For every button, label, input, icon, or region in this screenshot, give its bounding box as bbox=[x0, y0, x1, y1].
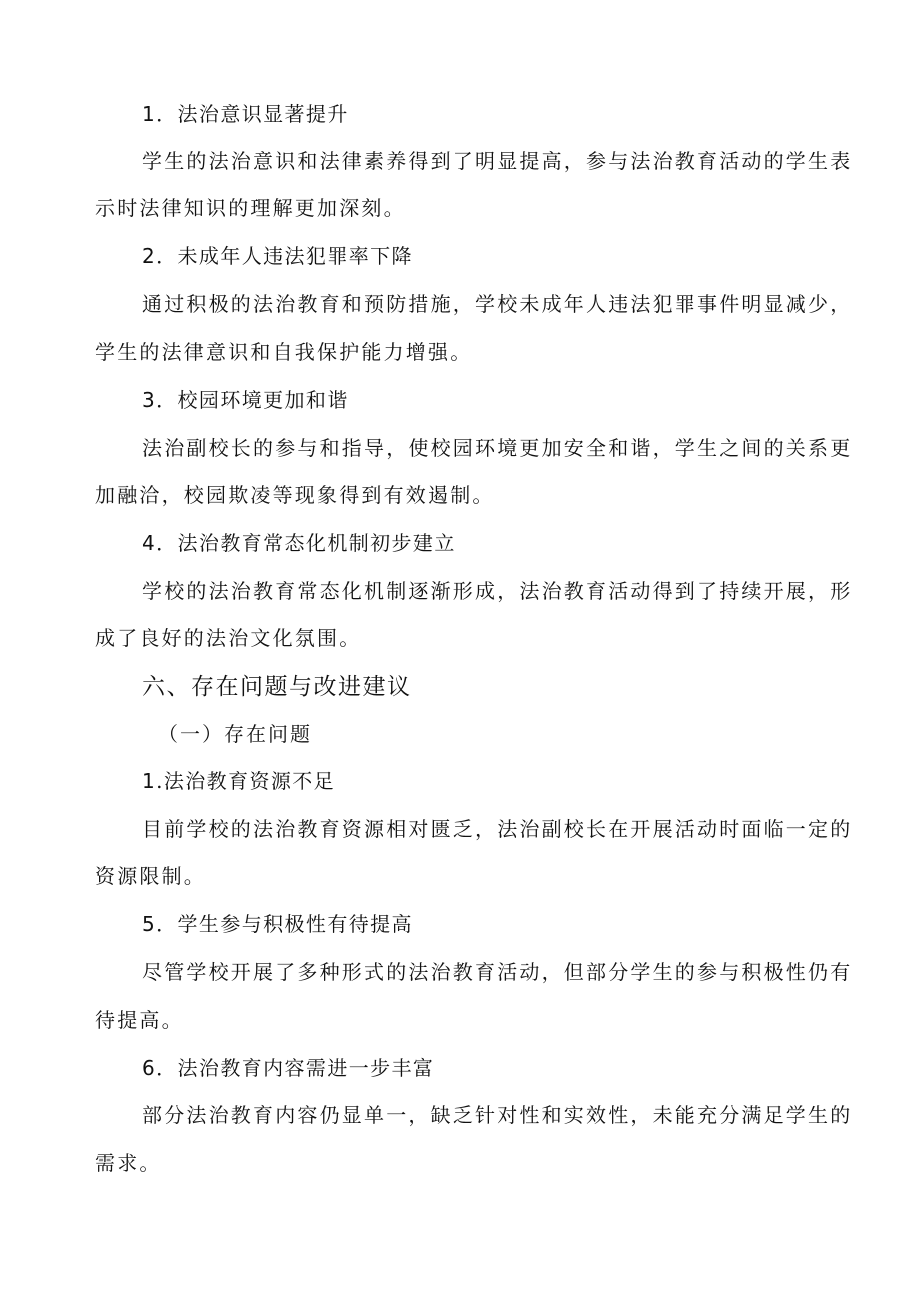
item-2-body-line-2: 学生的法律意识和自我保护能力增强。 bbox=[95, 340, 473, 364]
problem-3-body-line-2: 需求。 bbox=[95, 1151, 162, 1175]
item-4-title: ．法治教育常态化机制初步建立 bbox=[156, 531, 456, 555]
item-1-body-line-2: 示时法律知识的理解更加深刻。 bbox=[95, 196, 406, 220]
problem-1-title: .法治教育资源不足 bbox=[156, 769, 336, 793]
problem-1-body-line-2: 资源限制。 bbox=[95, 864, 206, 888]
item-2-heading bbox=[142, 242, 413, 270]
problem-1-number: 1 bbox=[142, 769, 157, 793]
problem-2-body-line-2: 待提高。 bbox=[95, 1008, 184, 1032]
problem-2-number: 5 bbox=[142, 912, 157, 936]
item-2-number: 2 bbox=[142, 244, 157, 268]
problem-3-body-line-1: 部分法治教育内容仍显单一，缺乏针对性和实效性，未能充分满足学生的 bbox=[142, 1103, 853, 1127]
problem-1-body-line-1: 目前学校的法治教育资源相对匮乏，法治副校长在开展活动时面临一定的 bbox=[142, 817, 853, 841]
item-1-title: ．法治意识显著提升 bbox=[156, 102, 349, 126]
item-1-heading bbox=[142, 100, 349, 128]
problem-3-number: 6 bbox=[142, 1056, 157, 1080]
problem-2-body-line-1: 尽管学校开展了多种形式的法治教育活动，但部分学生的参与积极性仍有 bbox=[142, 960, 853, 984]
problem-2-title: ．学生参与积极性有待提高 bbox=[156, 912, 413, 936]
problem-2-heading bbox=[142, 910, 413, 938]
item-3-heading bbox=[142, 386, 349, 414]
problem-3-title: ．法治教育内容需进一步丰富 bbox=[156, 1056, 435, 1080]
item-1-body-line-1: 学生的法治意识和法律素养得到了明显提高，参与法治教育活动的学生表 bbox=[142, 149, 853, 173]
item-2-body-line-1: 通过积极的法治教育和预防措施，学校未成年人违法犯罪事件明显减少， bbox=[142, 292, 853, 316]
sub-heading: （一）存在问题 bbox=[158, 722, 312, 746]
section-heading: 六、存在问题与改进建议 bbox=[142, 674, 412, 700]
problem-1-heading bbox=[142, 767, 335, 795]
item-4-body-line-2: 成了良好的法治文化氛围。 bbox=[95, 626, 362, 650]
item-4-number: 4 bbox=[142, 531, 157, 555]
item-3-number: 3 bbox=[142, 388, 157, 412]
problem-3-heading bbox=[142, 1054, 434, 1082]
item-3-body-line-1: 法治副校长的参与和指导，使校园环境更加安全和谐，学生之间的关系更 bbox=[142, 436, 853, 460]
item-4-body-line-1: 学校的法治教育常态化机制逐渐形成，法治教育活动得到了持续开展，形 bbox=[142, 579, 853, 603]
item-3-title: ．校园环境更加和谐 bbox=[156, 388, 349, 412]
item-4-heading bbox=[142, 529, 456, 557]
item-1-number: 1 bbox=[142, 102, 157, 126]
item-3-body-line-2: 加融洽，校园欺凌等现象得到有效遏制。 bbox=[95, 483, 495, 507]
item-2-title: ．未成年人违法犯罪率下降 bbox=[156, 244, 413, 268]
